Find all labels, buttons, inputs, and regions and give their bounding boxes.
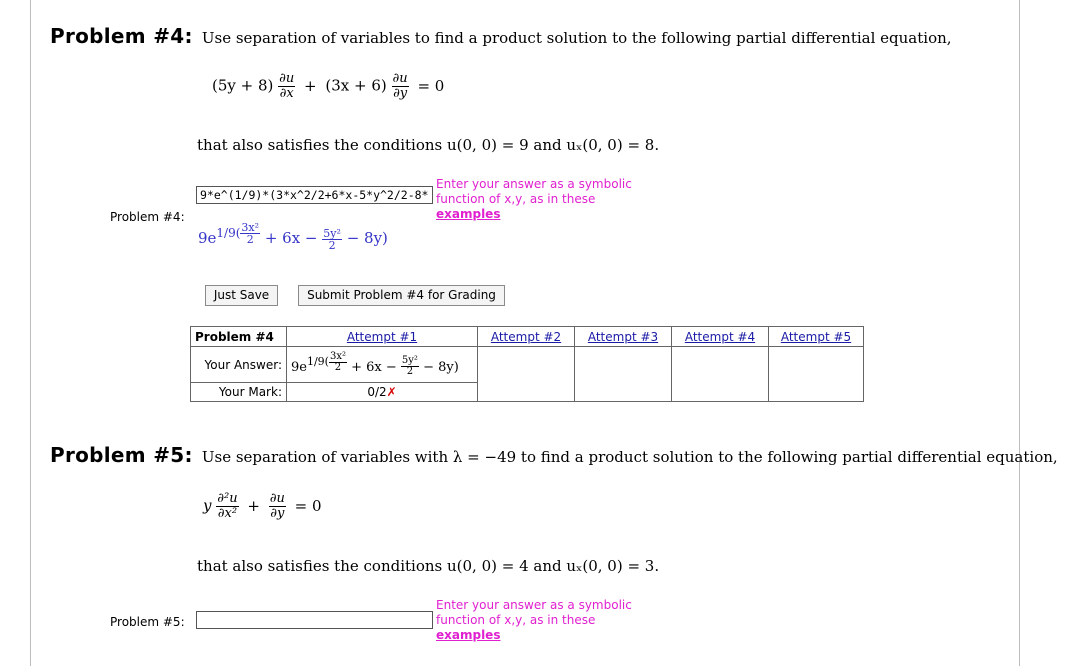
- problem4-side-label: Problem #4:: [110, 210, 185, 224]
- attempt-link-1[interactable]: Attempt #1: [346, 329, 418, 344]
- ans-frac1: [329, 352, 347, 373]
- ans-base: 9e: [291, 359, 307, 375]
- frac-num: ∂u: [392, 71, 408, 86]
- attempt-col-1: [287, 327, 478, 347]
- attempt-col-3: [575, 327, 672, 347]
- your-mark-label: Your Mark:: [191, 383, 287, 402]
- eq-coef2: (3x + 6): [325, 76, 387, 95]
- attempt-link-2[interactable]: Attempt #2: [490, 329, 562, 344]
- frac-den: ∂x: [279, 86, 294, 101]
- frac-den: 2: [246, 233, 254, 246]
- eq-coef1: (5y + 8): [212, 76, 274, 95]
- ans-mid: + 6x −: [351, 359, 397, 375]
- wrong-x-icon: ✗: [386, 385, 397, 399]
- your-answer-row: [191, 347, 864, 383]
- frac-den: ∂y: [393, 86, 408, 101]
- partial-u-y-fraction: [392, 72, 409, 101]
- preview-base: 9e: [198, 229, 217, 247]
- ans-exp-open: 1/9(: [306, 355, 329, 369]
- attempt-col-2: [478, 327, 575, 347]
- ans-frac2: [401, 356, 419, 377]
- frac-num: ∂²u: [217, 491, 238, 506]
- preview-tail: − 8y): [346, 229, 388, 247]
- attempt-col-5: [769, 327, 864, 347]
- preview-mid: + 6x −: [264, 229, 318, 247]
- eq5-y: y: [203, 496, 212, 515]
- submit-grading-button[interactable]: Submit Problem #4 for Grading: [298, 285, 505, 306]
- attempt-link-3[interactable]: Attempt #3: [587, 329, 659, 344]
- problem4-title-line: [50, 24, 952, 48]
- problem5-equation: [203, 492, 322, 521]
- problem4-equation: [212, 72, 444, 101]
- frac-num: ∂u: [269, 491, 285, 506]
- frac-den: 2: [334, 361, 342, 373]
- frac-den: 2: [328, 238, 336, 252]
- problem5-title-line: [50, 443, 1058, 467]
- examples-link[interactable]: examples: [436, 207, 501, 221]
- attempt-col-4: [672, 327, 769, 347]
- attempts-header-row: [191, 327, 864, 347]
- second-partial-fraction: [216, 492, 238, 521]
- frac-num: 5y²: [401, 355, 418, 367]
- mark-score: 0/2: [367, 385, 387, 399]
- problem4-conditions: that also satisfies the conditions u(0, 0) = 9 and uₓ(0, 0) = 8.: [197, 136, 660, 154]
- eq5-rhs: = 0: [294, 496, 322, 515]
- hint-line1: Enter your answer as a symbolic: [436, 598, 632, 612]
- your-answer-label: Your Answer:: [191, 347, 287, 383]
- hint-line2: function of x,y, as in these: [436, 192, 596, 206]
- problem4-statement: Use separation of variables to find a product solution to the following partial differential equation,: [201, 29, 952, 47]
- eq-plus: +: [304, 76, 317, 95]
- problem4-answer-input[interactable]: [196, 186, 433, 204]
- partial-u-x-fraction: [278, 72, 295, 101]
- attempts-problem-header: Problem #4: [191, 327, 287, 347]
- problem5-heading: Problem #5:: [50, 443, 193, 467]
- attempts-table: [190, 326, 864, 402]
- attempt2-cell: [478, 347, 575, 402]
- problem4-answer-preview: [198, 222, 388, 251]
- frac-den: ∂x²: [217, 506, 238, 521]
- ans-exp: [306, 350, 347, 373]
- frac-num: 5y²: [323, 226, 341, 240]
- attempt1-mark: [287, 383, 478, 402]
- problem5-statement: Use separation of variables with λ = −49 to find a product solution to the following partial differential equation,: [201, 448, 1058, 466]
- problem4-heading: Problem #4:: [50, 24, 193, 48]
- problem5-hint: [436, 598, 632, 643]
- partial-u-y-fraction: [269, 492, 286, 521]
- attempt4-cell: [672, 347, 769, 402]
- frac-den: 2: [406, 366, 414, 378]
- frac-num: ∂u: [279, 71, 295, 86]
- problem5-side-label: Problem #5:: [110, 615, 185, 629]
- attempt-link-5[interactable]: Attempt #5: [780, 329, 852, 344]
- preview-frac1: [240, 222, 260, 245]
- hint-line2: function of x,y, as in these: [436, 613, 596, 627]
- problem4-hint: [436, 177, 632, 222]
- attempt3-cell: [575, 347, 672, 402]
- attempt-link-4[interactable]: Attempt #4: [684, 329, 756, 344]
- ans-tail: − 8y): [423, 359, 459, 375]
- problem5-answer-input[interactable]: [196, 611, 433, 629]
- examples-link[interactable]: examples: [436, 628, 501, 642]
- preview-exp: [216, 221, 260, 246]
- eq5-plus: +: [247, 496, 260, 515]
- eq-rhs: = 0: [417, 76, 445, 95]
- frac-num: 3x²: [329, 350, 346, 362]
- preview-exp-open: 1/9(: [216, 226, 241, 240]
- just-save-button[interactable]: Just Save: [205, 285, 278, 306]
- attempt5-cell: [769, 347, 864, 402]
- preview-frac2: [322, 228, 342, 251]
- attempt1-answer: [287, 347, 478, 383]
- frac-num: 3x²: [241, 221, 260, 234]
- frac-den: ∂y: [270, 506, 285, 521]
- hint-line1: Enter your answer as a symbolic: [436, 177, 632, 191]
- problem5-conditions: that also satisfies the conditions u(0, 0) = 4 and uₓ(0, 0) = 3.: [197, 557, 660, 575]
